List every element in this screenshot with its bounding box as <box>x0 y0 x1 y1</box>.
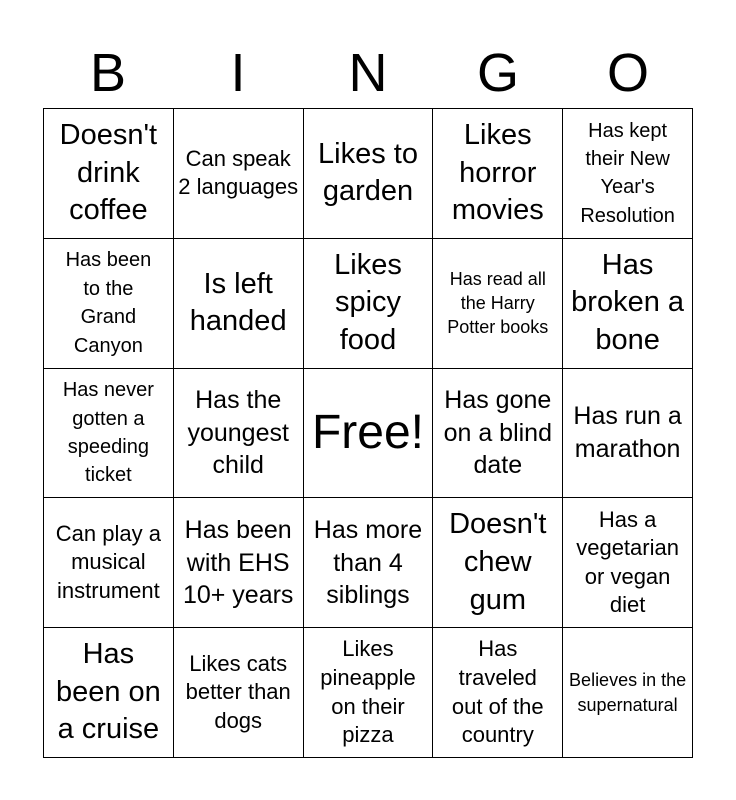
cell-text: Has been on a cruise <box>55 638 161 746</box>
header-letter-i: I <box>230 43 246 103</box>
bingo-grid <box>43 108 693 758</box>
cell-text: Has run a marathon <box>573 402 682 463</box>
bingo-cell[interactable] <box>304 109 434 239</box>
free-space[interactable] <box>304 369 434 499</box>
cell-text: Has the youngest child <box>187 386 289 480</box>
bingo-cell[interactable] <box>563 628 693 758</box>
cell-text: Likes to garden <box>318 137 418 208</box>
header-letter-g: G <box>476 43 519 103</box>
cell-text: Believes in the supernatural <box>569 670 687 715</box>
header-letter-o: O <box>606 43 649 103</box>
bingo-cell[interactable] <box>563 369 693 499</box>
bingo-cell[interactable] <box>174 628 304 758</box>
bingo-cell[interactable] <box>433 498 563 628</box>
bingo-cell[interactable] <box>44 369 174 499</box>
bingo-cell[interactable] <box>44 109 174 239</box>
cell-text: Has kept their New Year's Resolution <box>580 119 675 227</box>
bingo-cell[interactable] <box>433 628 563 758</box>
cell-text: Likes spicy food <box>334 248 402 357</box>
bingo-cell[interactable] <box>174 109 304 239</box>
bingo-cell[interactable] <box>563 239 693 369</box>
bingo-cell[interactable] <box>174 369 304 499</box>
cell-text: Can play a musical instrument <box>55 520 161 604</box>
bingo-cell[interactable] <box>44 498 174 628</box>
bingo-cell[interactable] <box>433 369 563 499</box>
bingo-cell[interactable] <box>433 109 563 239</box>
cell-text: Has never gotten a speeding ticket <box>62 379 154 487</box>
cell-text: Has a vegetarian or vegan diet <box>576 506 679 618</box>
cell-text: Has more than 4 siblings <box>313 516 423 610</box>
bingo-cell[interactable] <box>174 239 304 369</box>
cell-text: Has traveled out of the country <box>451 636 544 748</box>
header-letter-n: N <box>348 43 388 103</box>
cell-text: Has broken a bone <box>571 248 685 357</box>
bingo-cell[interactable] <box>304 628 434 758</box>
cell-text: Likes pineapple on their pizza <box>320 636 416 748</box>
cell-text: Has been to the Grand Canyon <box>65 249 152 357</box>
bingo-cell[interactable] <box>44 239 174 369</box>
bingo-cell[interactable] <box>304 239 434 369</box>
cell-text: Doesn't drink coffee <box>59 118 158 227</box>
bingo-cell[interactable] <box>304 498 434 628</box>
cell-text: Has gone on a blind date <box>443 386 552 480</box>
bingo-cell[interactable] <box>433 239 563 369</box>
cell-text: Has read all the Harry Potter books <box>447 268 549 338</box>
bingo-header <box>43 38 693 108</box>
bingo-cell[interactable] <box>44 628 174 758</box>
bingo-cell[interactable] <box>563 109 693 239</box>
cell-text: Doesn't chew gum <box>449 508 547 616</box>
cell-text: Can speak 2 languages <box>178 145 299 200</box>
header-letter-b: B <box>89 43 127 103</box>
cell-text: Likes horror movies <box>451 118 544 227</box>
bingo-cell[interactable] <box>174 498 304 628</box>
cell-text: Is left handed <box>189 267 287 338</box>
cell-text: Has been with EHS 10+ years <box>182 516 294 610</box>
bingo-cell[interactable] <box>563 498 693 628</box>
cell-text: Likes cats better than dogs <box>185 650 291 733</box>
free-space-text: Free! <box>311 405 424 459</box>
